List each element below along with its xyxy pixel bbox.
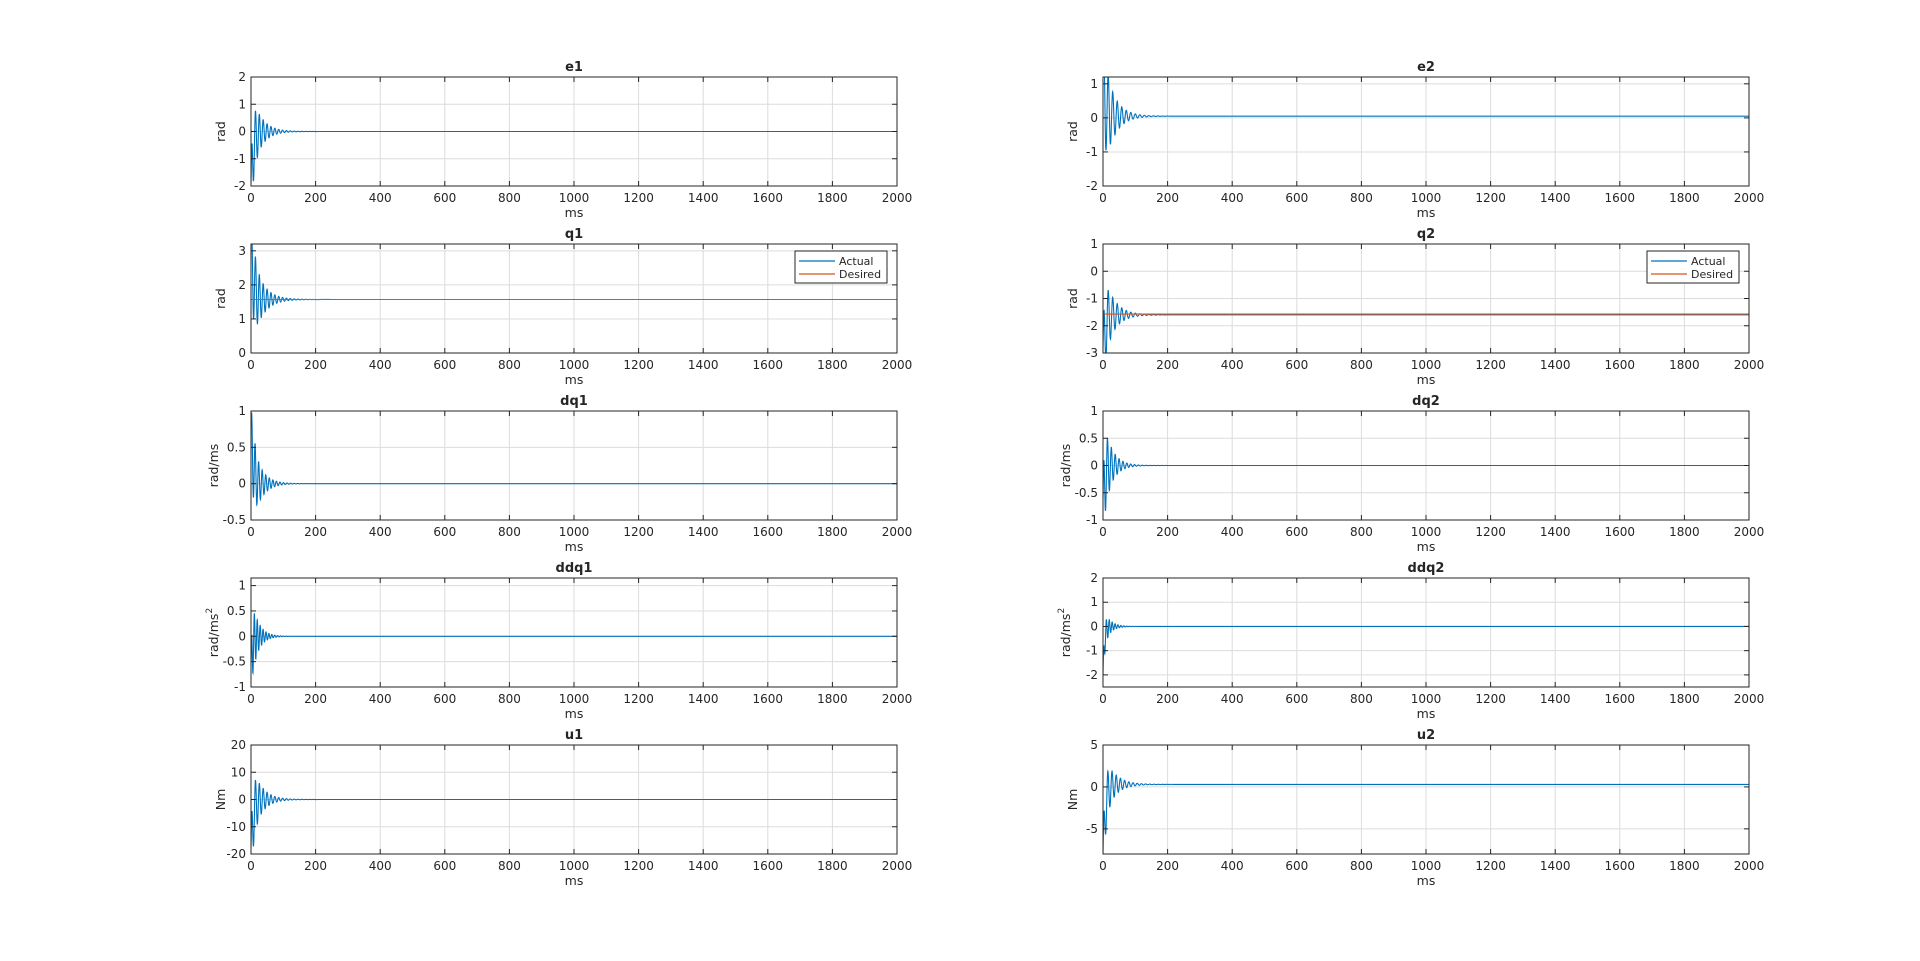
subplot-e1 <box>213 60 912 220</box>
x-tick-label: 1800 <box>817 191 848 205</box>
x-tick-label: 800 <box>1349 859 1373 873</box>
x-tick-label: 1000 <box>558 358 590 372</box>
x-tick-label: 1600 <box>1604 191 1636 205</box>
x-tick-label: 200 <box>1156 525 1180 539</box>
x-tick-label: 1200 <box>1475 859 1506 873</box>
y-tick-label: -1 <box>234 151 246 166</box>
x-tick-label: 600 <box>433 191 457 205</box>
x-tick-label: 200 <box>304 859 328 873</box>
x-tick-label: 1000 <box>1410 191 1442 205</box>
legend-label-desired: Desired <box>839 268 882 281</box>
x-tick-label: 1800 <box>1669 191 1700 205</box>
x-tick-label: 1200 <box>623 525 654 539</box>
x-tick-label: 1400 <box>1539 358 1571 372</box>
x-tick-label: 800 <box>497 525 521 539</box>
x-tick-label: 1800 <box>1669 859 1700 873</box>
x-tick-label: 2000 <box>881 692 913 706</box>
x-tick-label: 600 <box>433 859 457 873</box>
x-tick-label: 0 <box>247 358 255 372</box>
x-tick-label: 1400 <box>1539 692 1571 706</box>
x-tick-label: 2000 <box>1733 692 1765 706</box>
x-tick-label: 0 <box>1099 191 1107 205</box>
subplot-title: dq1 <box>560 394 588 409</box>
subplot-title: q2 <box>1416 227 1436 242</box>
x-tick-label: 800 <box>1349 692 1373 706</box>
x-tick-label: 1000 <box>1410 859 1442 873</box>
x-tick-label: 800 <box>1349 525 1373 539</box>
x-tick-label: 400 <box>1220 859 1244 873</box>
x-tick-label: 800 <box>497 358 521 372</box>
y-tick-label: -1 <box>234 680 246 694</box>
x-tick-label: 1600 <box>1604 358 1636 372</box>
y-tick-label: 0 <box>1090 619 1098 634</box>
x-tick-label: 0 <box>247 525 255 539</box>
x-tick-label: 1400 <box>1539 525 1571 539</box>
y-tick-label: -1 <box>1086 643 1098 658</box>
x-tick-label: 400 <box>368 191 392 205</box>
y-tick-label: -2 <box>234 179 246 193</box>
subplot-q2 <box>1065 227 1764 387</box>
x-tick-label: 400 <box>368 525 392 539</box>
x-tick-label: 1600 <box>752 525 784 539</box>
x-tick-label: 2000 <box>1733 191 1765 205</box>
y-axis-label: rad/ms <box>206 443 221 488</box>
subplot-u2 <box>1065 728 1764 888</box>
y-tick-label: 0 <box>238 346 246 360</box>
y-tick-label: 1 <box>238 578 246 593</box>
subplot-title: ddq1 <box>555 561 593 576</box>
y-tick-label: 20 <box>230 738 246 752</box>
y-tick-label: -1 <box>1086 513 1098 527</box>
x-tick-label: 2000 <box>881 358 913 372</box>
x-tick-label: 400 <box>368 859 392 873</box>
x-tick-label: 1000 <box>558 191 590 205</box>
y-tick-label: 1 <box>1090 76 1098 91</box>
x-tick-label: 1800 <box>1669 692 1700 706</box>
x-tick-label: 2000 <box>881 859 913 873</box>
y-tick-label: 0 <box>238 629 246 644</box>
x-tick-label: 600 <box>433 358 457 372</box>
y-axis-label: Nm <box>1065 788 1080 811</box>
x-tick-label: 2000 <box>881 191 913 205</box>
subplot-title: e2 <box>1417 60 1435 75</box>
x-tick-label: 600 <box>1285 525 1309 539</box>
y-tick-label: 10 <box>230 765 246 780</box>
y-tick-label: 1 <box>1090 404 1098 418</box>
x-axis-label: ms <box>564 706 584 721</box>
x-tick-label: 1600 <box>752 358 784 372</box>
subplot-title: q1 <box>564 227 584 242</box>
x-tick-label: 200 <box>1156 358 1180 372</box>
y-tick-label: 0.5 <box>226 440 246 455</box>
x-tick-label: 600 <box>433 692 457 706</box>
y-tick-label: 0 <box>238 792 246 807</box>
x-tick-label: 2000 <box>1733 859 1765 873</box>
x-tick-label: 800 <box>497 191 521 205</box>
y-tick-label: 2 <box>1090 571 1098 585</box>
y-tick-label: 0 <box>1090 264 1098 279</box>
x-tick-label: 200 <box>304 525 328 539</box>
x-tick-label: 1400 <box>687 525 719 539</box>
y-tick-label: -10 <box>226 819 246 834</box>
x-axis-label: ms <box>1416 539 1436 554</box>
x-tick-label: 1800 <box>817 859 848 873</box>
x-tick-label: 0 <box>1099 692 1107 706</box>
x-tick-label: 1400 <box>1539 191 1571 205</box>
x-tick-label: 400 <box>1220 358 1244 372</box>
y-tick-label: 1 <box>238 97 246 112</box>
subplot-title: u2 <box>1416 728 1436 743</box>
y-tick-label: 0.5 <box>1078 431 1098 446</box>
x-tick-label: 1000 <box>558 525 590 539</box>
y-tick-label: -2 <box>1086 179 1098 193</box>
x-tick-label: 600 <box>433 525 457 539</box>
y-axis-label: rad/ms <box>1058 443 1073 488</box>
x-tick-label: 1800 <box>817 358 848 372</box>
x-tick-label: 200 <box>1156 859 1180 873</box>
x-tick-label: 2000 <box>1733 525 1765 539</box>
y-tick-label: 0.5 <box>226 603 246 618</box>
y-tick-label: -0.5 <box>1074 485 1098 500</box>
subplot-u1 <box>213 728 912 888</box>
y-tick-label: -1 <box>1086 291 1098 306</box>
subplot-ddq2 <box>1057 561 1764 721</box>
x-tick-label: 1000 <box>1410 692 1442 706</box>
y-axis-label: rad/$ms^2$ <box>1057 607 1073 658</box>
x-tick-label: 1600 <box>752 191 784 205</box>
y-tick-label: 0 <box>1090 458 1098 473</box>
x-tick-label: 1000 <box>1410 358 1442 372</box>
x-tick-label: 0 <box>247 191 255 205</box>
x-tick-label: 1000 <box>558 692 590 706</box>
x-tick-label: 800 <box>1349 358 1373 372</box>
legend-label-desired: Desired <box>1691 268 1734 281</box>
y-axis-label: rad <box>213 121 228 142</box>
y-tick-label: 1 <box>1090 237 1098 251</box>
subplot-title: e1 <box>565 60 583 75</box>
x-tick-label: 1200 <box>1475 525 1506 539</box>
x-tick-label: 1800 <box>1669 358 1700 372</box>
y-tick-label: -0.5 <box>222 513 246 527</box>
x-axis-label: ms <box>1416 873 1436 888</box>
subplot-ddq1 <box>205 561 912 721</box>
x-tick-label: 1600 <box>1604 692 1636 706</box>
subplot-dq1 <box>206 394 912 554</box>
y-tick-label: -1 <box>1086 144 1098 159</box>
y-tick-label: 1 <box>238 404 246 418</box>
x-tick-label: 400 <box>368 692 392 706</box>
subplot-title: u1 <box>564 728 584 743</box>
y-tick-label: -20 <box>226 847 246 861</box>
x-tick-label: 800 <box>497 692 521 706</box>
subplot-e2 <box>1065 55 1764 220</box>
x-tick-label: 800 <box>1349 191 1373 205</box>
y-tick-label: 0 <box>238 124 246 139</box>
y-tick-label: -0.5 <box>222 654 246 669</box>
y-tick-label: 0 <box>1090 779 1098 794</box>
x-tick-label: 400 <box>1220 692 1244 706</box>
subplot-title: ddq2 <box>1407 561 1445 576</box>
y-axis-label: Nm <box>213 788 228 811</box>
x-tick-label: 600 <box>1285 358 1309 372</box>
y-tick-label: -3 <box>1086 346 1098 360</box>
subplot-q1 <box>213 227 912 387</box>
legend-label-actual: Actual <box>839 255 874 268</box>
y-tick-label: -2 <box>1086 318 1098 333</box>
x-tick-label: 600 <box>1285 692 1309 706</box>
x-axis-label: ms <box>564 372 584 387</box>
y-tick-label: -2 <box>1086 667 1098 682</box>
x-tick-label: 2000 <box>1733 358 1765 372</box>
y-axis-label: rad <box>1065 121 1080 142</box>
x-tick-label: 2000 <box>881 525 913 539</box>
y-tick-label: -5 <box>1086 821 1098 836</box>
x-tick-label: 1800 <box>1669 525 1700 539</box>
subplot-dq2 <box>1058 394 1764 554</box>
x-tick-label: 600 <box>1285 859 1309 873</box>
x-axis-label: ms <box>564 539 584 554</box>
x-axis-label: ms <box>564 205 584 220</box>
y-axis-label: rad/$ms^2$ <box>205 607 221 658</box>
x-tick-label: 1800 <box>817 525 848 539</box>
x-tick-label: 1800 <box>817 692 848 706</box>
x-tick-label: 1200 <box>623 191 654 205</box>
x-axis-label: ms <box>1416 706 1436 721</box>
y-tick-label: 5 <box>1090 738 1098 752</box>
subplot-title: dq2 <box>1412 394 1440 409</box>
y-tick-label: 1 <box>1090 595 1098 610</box>
x-axis-label: ms <box>564 873 584 888</box>
x-tick-label: 1600 <box>752 859 784 873</box>
x-tick-label: 200 <box>1156 692 1180 706</box>
x-tick-label: 800 <box>497 859 521 873</box>
x-tick-label: 1000 <box>558 859 590 873</box>
x-tick-label: 0 <box>1099 525 1107 539</box>
legend-label-actual: Actual <box>1691 255 1726 268</box>
x-tick-label: 0 <box>247 692 255 706</box>
x-tick-label: 200 <box>304 692 328 706</box>
legend <box>795 251 887 283</box>
x-tick-label: 1600 <box>1604 525 1636 539</box>
x-tick-label: 1200 <box>1475 692 1506 706</box>
x-tick-label: 0 <box>1099 358 1107 372</box>
x-tick-label: 1400 <box>687 191 719 205</box>
x-tick-label: 0 <box>1099 859 1107 873</box>
x-tick-label: 200 <box>304 191 328 205</box>
y-tick-label: 2 <box>238 70 246 84</box>
x-tick-label: 600 <box>1285 191 1309 205</box>
y-axis-label: rad <box>213 288 228 309</box>
x-tick-label: 1200 <box>623 692 654 706</box>
x-tick-label: 0 <box>247 859 255 873</box>
x-tick-label: 1200 <box>1475 358 1506 372</box>
legend <box>1647 251 1739 283</box>
y-tick-label: 2 <box>238 277 246 292</box>
y-axis-label: rad <box>1065 288 1080 309</box>
x-tick-label: 1400 <box>687 692 719 706</box>
y-tick-label: 0 <box>238 476 246 491</box>
x-tick-label: 400 <box>1220 525 1244 539</box>
y-tick-label: 3 <box>238 243 246 258</box>
x-tick-label: 1400 <box>687 859 719 873</box>
x-tick-label: 1200 <box>1475 191 1506 205</box>
x-tick-label: 1600 <box>1604 859 1636 873</box>
x-tick-label: 1200 <box>623 358 654 372</box>
x-tick-label: 1400 <box>687 358 719 372</box>
x-axis-label: ms <box>1416 372 1436 387</box>
x-tick-label: 200 <box>304 358 328 372</box>
x-tick-label: 400 <box>368 358 392 372</box>
x-tick-label: 1000 <box>1410 525 1442 539</box>
x-tick-label: 200 <box>1156 191 1180 205</box>
x-tick-label: 1200 <box>623 859 654 873</box>
y-tick-label: 1 <box>238 311 246 326</box>
x-tick-label: 1600 <box>752 692 784 706</box>
x-tick-label: 400 <box>1220 191 1244 205</box>
x-axis-label: ms <box>1416 205 1436 220</box>
x-tick-label: 1400 <box>1539 859 1571 873</box>
y-tick-label: 0 <box>1090 110 1098 125</box>
